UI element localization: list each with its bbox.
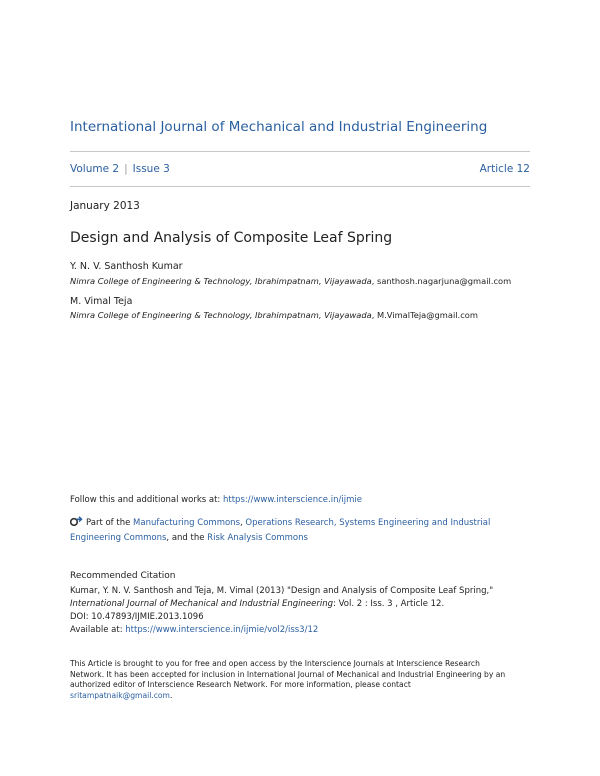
available-prefix: Available at: <box>70 625 126 635</box>
notice-line: This Article is brought to you for free and open access by the Interscience Journals at Interscience Research <box>70 659 480 668</box>
volume-link[interactable]: Volume 2 <box>70 163 120 175</box>
citation-doi: DOI: 10.47893/IJMIE.2013.1096 <box>70 612 204 622</box>
citation-journal: International Journal of Mechanical and Industrial Engineering <box>70 599 334 609</box>
period: . <box>169 690 173 700</box>
operations-research-commons-link-cont[interactable]: Engineering Commons <box>70 533 167 543</box>
available-line <box>70 625 318 635</box>
notice-line: Network. It has been accepted for inclusion in International Journal of Mechanical and Industrial Engineering by an <box>70 669 506 679</box>
author-affiliation: Nimra College of Engineering & Technology, Ibrahimpatnam, Vijayawada, M.VimalTeja@gmail.com <box>70 310 478 320</box>
author-name: M. Vimal Teja <box>70 296 133 307</box>
open-access-icon <box>70 516 83 530</box>
follow-prefix: Follow this and additional works at: <box>70 495 223 505</box>
citation-line-2 <box>70 599 444 609</box>
article-number-link[interactable]: Article 12 <box>479 163 530 175</box>
commons-line-1: Part of the Manufacturing Commons, Operations Research, Systems Engineering and Industrial <box>70 516 490 530</box>
article-url-link[interactable]: https://www.interscience.in/ijmie/vol2/iss3/12 <box>125 625 319 635</box>
manufacturing-commons-link[interactable]: Manufacturing Commons <box>133 518 240 528</box>
and-text: , and the <box>166 533 208 543</box>
commons-prefix: Part of the <box>86 518 134 528</box>
operations-research-commons-link[interactable]: Operations Research, Systems Engineering and Industrial <box>245 518 491 528</box>
top-divider <box>70 151 530 152</box>
issue-bar <box>70 163 530 175</box>
volume-issue <box>70 163 170 175</box>
affiliation-text: Nimra College of Engineering & Technology, Ibrahimpatnam, Vijayawada <box>70 276 372 286</box>
citation-line-1: Kumar, Y. N. V. Santhosh and Teja, M. Vimal (2013) "Design and Analysis of Composite Leaf Spring," <box>70 586 494 596</box>
bottom-divider <box>70 186 530 187</box>
article-title: Design and Analysis of Composite Leaf Spring <box>70 230 393 246</box>
author-email: santhosh.nagarjuna@gmail.com <box>377 276 512 286</box>
commons-line-2 <box>70 533 308 543</box>
publication-date: January 2013 <box>70 200 140 212</box>
issue-link[interactable]: Issue 3 <box>132 163 170 175</box>
notice-line: authorized editor of Interscience Research Network. For more information, please contact <box>70 680 411 690</box>
separator: | <box>124 163 128 175</box>
author-email: M.VimalTeja@gmail.com <box>377 310 478 320</box>
citation-volume: : Vol. 2 : Iss. 3 , Article 12. <box>333 599 445 609</box>
author-affiliation: Nimra College of Engineering & Technology, Ibrahimpatnam, Vijayawada, santhosh.nagarjuna@gmail.com <box>70 276 512 286</box>
journal-title-link[interactable]: International Journal of Mechanical and Industrial Engineering <box>70 119 488 135</box>
follow-line <box>70 495 362 505</box>
access-notice <box>70 659 540 701</box>
citation-heading: Recommended Citation <box>70 571 176 581</box>
journal-url-link[interactable]: https://www.interscience.in/ijmie <box>223 495 362 505</box>
risk-analysis-commons-link[interactable]: Risk Analysis Commons <box>207 533 308 543</box>
affiliation-text: Nimra College of Engineering & Technology, Ibrahimpatnam, Vijayawada <box>70 310 372 320</box>
contact-email-link[interactable]: sritampatnaik@gmail.com <box>70 690 170 700</box>
notice-line <box>70 691 540 702</box>
author-name: Y. N. V. Santhosh Kumar <box>70 261 183 272</box>
